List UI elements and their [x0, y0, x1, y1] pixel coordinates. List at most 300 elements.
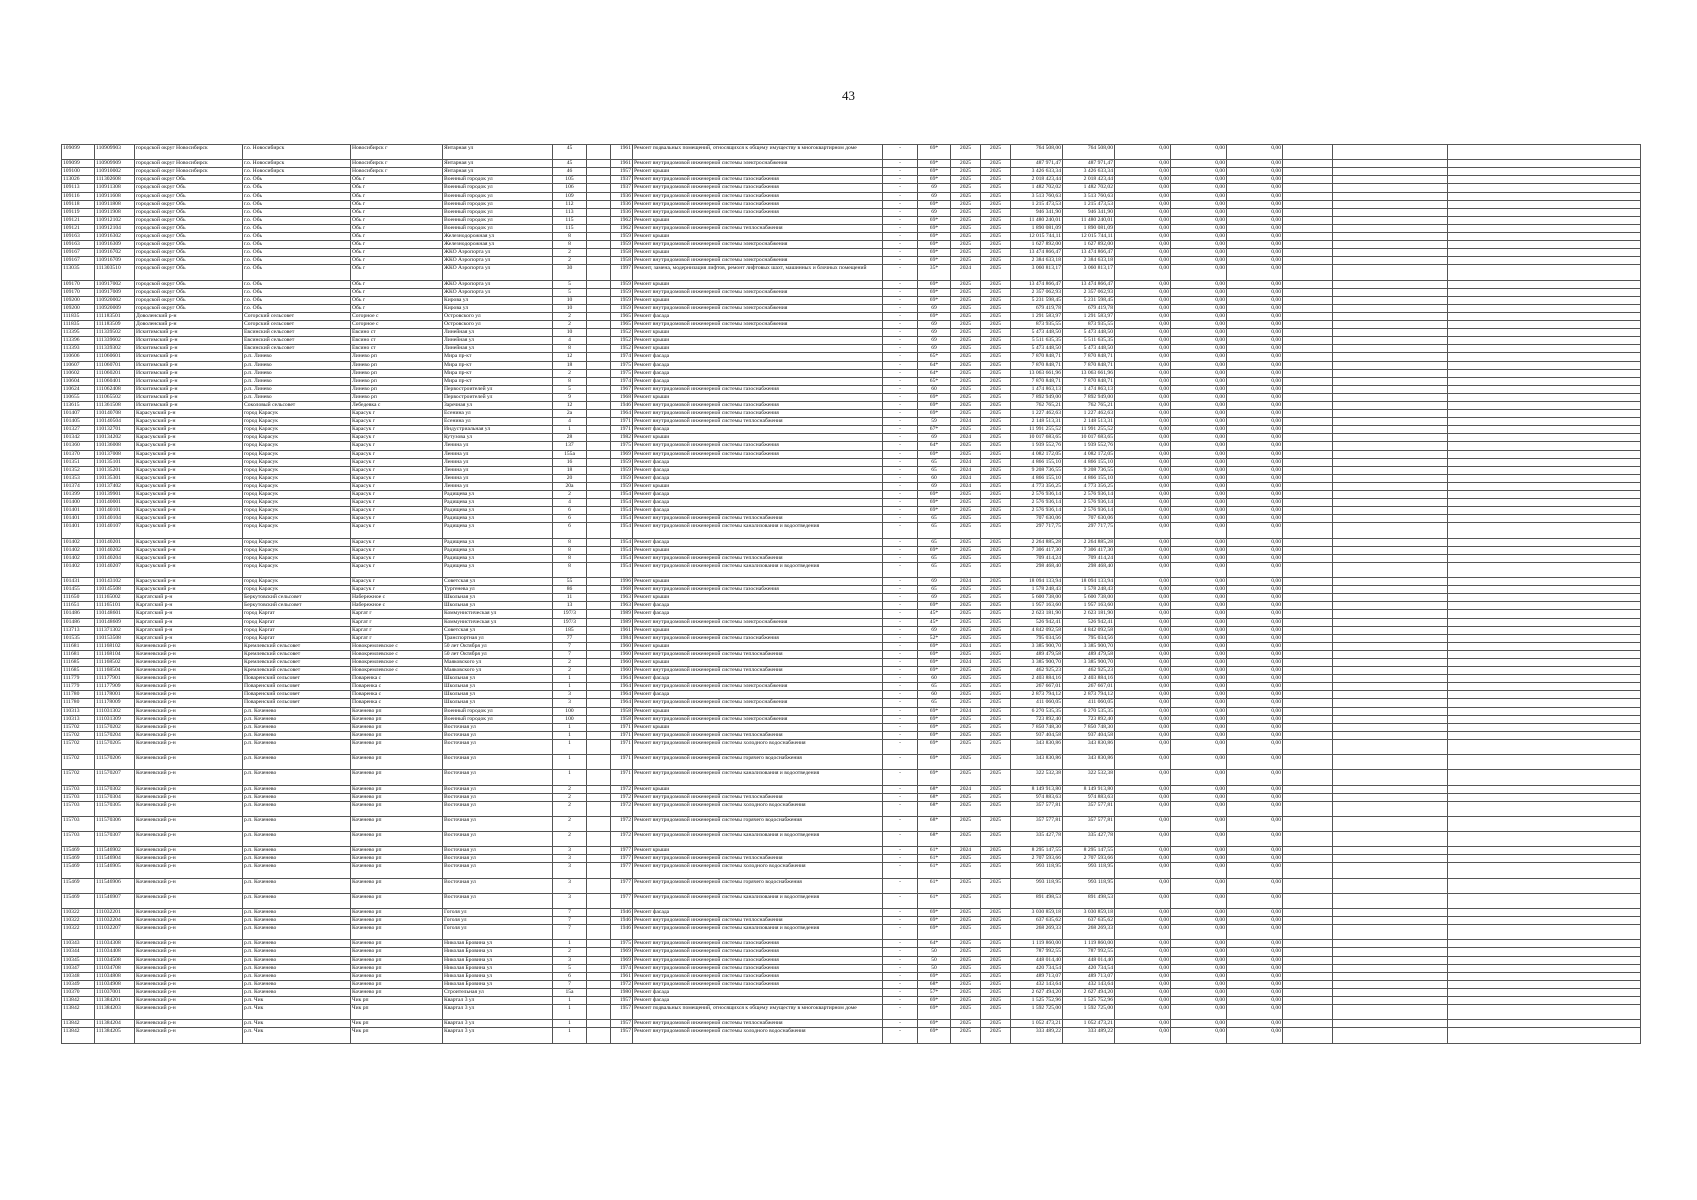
cell-house-id: 101352 — [62, 466, 95, 474]
cell-municipality: Карасукский р-н — [135, 466, 243, 474]
cell-locality: Карасук г — [351, 474, 443, 482]
cell-year-end: 2025 — [981, 634, 1011, 642]
cell-wall-material: - — [883, 523, 918, 538]
cell-street: Линейная ул — [443, 345, 553, 353]
cell-cost-fund: 298 468,40 — [1063, 562, 1115, 577]
cell-extra-1 — [1283, 1005, 1333, 1020]
cell-extra-2 — [1333, 893, 1448, 908]
cell-settlement-type: р.п. Коченево — [243, 878, 351, 893]
cell-cost-budget: 0,00 — [1115, 578, 1171, 586]
cell-house-number: 1 — [553, 731, 587, 739]
cell-total-cost: 5 231 598,45 — [1011, 296, 1063, 304]
cell-extra-3 — [1448, 659, 1641, 667]
cell-year-start: 2025 — [951, 200, 981, 208]
cell-work-id: 111570207 — [95, 770, 135, 785]
cell-extra-1 — [1283, 546, 1333, 554]
cell-year-start: 2024 — [951, 578, 981, 586]
cell-wall-material: - — [883, 562, 918, 577]
cell-settlement-type: город Карасук — [243, 434, 351, 442]
cell-cost-local: 0,00 — [1171, 562, 1227, 577]
cell-cost-owners: 0,00 — [1227, 418, 1283, 426]
cell-house-number: 2 — [553, 948, 587, 956]
cell-house-number: 197/3 — [553, 610, 587, 618]
cell-municipality: Искитимский р-н — [135, 329, 243, 337]
cell-locality: Коченево рп — [351, 972, 443, 980]
cell-house-number: 8 — [553, 554, 587, 562]
cell-work-id: 110140202 — [95, 546, 135, 554]
cell-municipality: Карасукский р-н — [135, 507, 243, 515]
cell-total-cost: 357 577,81 — [1011, 801, 1063, 816]
cell-extra-1 — [1283, 554, 1333, 562]
cell-cost-budget: 0,00 — [1115, 546, 1171, 554]
cell-total-cost: 3 385 900,70 — [1011, 659, 1063, 667]
cell-building — [587, 785, 611, 793]
cell-extra-3 — [1448, 515, 1641, 523]
cell-cost-owners: 0,00 — [1227, 878, 1283, 893]
table-row — [62, 442, 1641, 450]
cell-year-built: 1975 — [611, 442, 633, 450]
cell-building — [587, 265, 611, 280]
cell-municipality: Коченевский р-н — [135, 940, 243, 948]
cell-extra-1 — [1283, 434, 1333, 442]
cell-year-end: 2025 — [981, 801, 1011, 816]
cell-municipality: Карасукский р-н — [135, 523, 243, 538]
cell-wear-percent: 69 — [918, 329, 951, 337]
cell-house-number: 106 — [553, 184, 587, 192]
cell-house-number: 28 — [553, 434, 587, 442]
cell-cost-budget: 0,00 — [1115, 1028, 1171, 1043]
cell-year-end: 2025 — [981, 523, 1011, 538]
table-row — [62, 770, 1641, 785]
cell-wear-percent: 67* — [918, 426, 951, 434]
cell-cost-fund: 297 717,75 — [1063, 523, 1115, 538]
cell-municipality: Коченевский р-н — [135, 972, 243, 980]
cell-work-type: Ремонт фасада — [633, 909, 883, 917]
cell-cost-fund: 707 630,06 — [1063, 515, 1115, 523]
cell-year-built: 1975 — [611, 940, 633, 948]
cell-year-built: 1984 — [611, 634, 633, 642]
cell-cost-fund: 4 842 092,58 — [1063, 626, 1115, 634]
cell-house-id: 109113 — [62, 184, 95, 192]
cell-settlement-type: р.п. Коченево — [243, 832, 351, 847]
cell-cost-local: 0,00 — [1171, 956, 1227, 964]
cell-work-id: 111034808 — [95, 972, 135, 980]
cell-street: ЖКО Аэропорта ул — [443, 265, 553, 280]
cell-cost-budget: 0,00 — [1115, 618, 1171, 626]
cell-wear-percent: 64* — [918, 369, 951, 377]
cell-wall-material: - — [883, 265, 918, 280]
cell-cost-fund: 6 270 535,35 — [1063, 707, 1115, 715]
cell-house-number: 1 — [553, 1020, 587, 1028]
cell-house-number: 1 — [553, 997, 587, 1005]
cell-cost-budget: 0,00 — [1115, 523, 1171, 538]
cell-cost-fund: 4 866 155,10 — [1063, 474, 1115, 482]
cell-year-built: 1972 — [611, 801, 633, 816]
table-row — [62, 586, 1641, 594]
cell-cost-owners: 0,00 — [1227, 770, 1283, 785]
cell-wear-percent: 64* — [918, 361, 951, 369]
cell-year-end: 2025 — [981, 715, 1011, 723]
cell-cost-budget: 0,00 — [1115, 878, 1171, 893]
cell-settlement-type: р.п. Коченево — [243, 925, 351, 940]
cell-total-cost: 1 525 752,96 — [1011, 997, 1063, 1005]
cell-year-start: 2025 — [951, 925, 981, 940]
cell-total-cost: 891 498,53 — [1011, 893, 1063, 908]
cell-building — [587, 410, 611, 418]
cell-total-cost: 3 426 633,34 — [1011, 168, 1063, 176]
cell-building — [587, 523, 611, 538]
cell-house-number: 1 — [553, 723, 587, 731]
cell-locality: Коченево рп — [351, 964, 443, 972]
cell-house-id: 109116 — [62, 192, 95, 200]
cell-year-built: 1968 — [611, 393, 633, 401]
cell-extra-3 — [1448, 1020, 1641, 1028]
cell-house-number: 4 — [553, 418, 587, 426]
cell-cost-local: 0,00 — [1171, 626, 1227, 634]
cell-total-cost: 1 482 702,02 — [1011, 184, 1063, 192]
cell-house-id: 115703 — [62, 801, 95, 816]
table-row — [62, 329, 1641, 337]
cell-street: Ленина ул — [443, 466, 553, 474]
cell-year-end: 2025 — [981, 288, 1011, 296]
cell-extra-3 — [1448, 288, 1641, 296]
cell-municipality: Коченевский р-н — [135, 1028, 243, 1043]
cell-wear-percent: 69* — [918, 410, 951, 418]
cell-extra-1 — [1283, 832, 1333, 847]
cell-locality: Карасук г — [351, 515, 443, 523]
cell-extra-2 — [1333, 321, 1448, 329]
cell-work-id: 110140101 — [95, 507, 135, 515]
cell-year-start: 2025 — [951, 329, 981, 337]
cell-municipality: Карасукский р-н — [135, 434, 243, 442]
cell-extra-1 — [1283, 699, 1333, 707]
cell-house-id: 111685 — [62, 667, 95, 675]
cell-year-built: 1959 — [611, 474, 633, 482]
cell-cost-owners: 0,00 — [1227, 184, 1283, 192]
cell-house-number: 45 — [553, 160, 587, 168]
cell-year-end: 2025 — [981, 184, 1011, 192]
cell-house-id: 115702 — [62, 731, 95, 739]
cell-year-start: 2025 — [951, 257, 981, 265]
cell-extra-3 — [1448, 168, 1641, 176]
cell-year-end: 2025 — [981, 474, 1011, 482]
cell-extra-3 — [1448, 450, 1641, 458]
cell-house-number: 2 — [553, 369, 587, 377]
cell-building — [587, 863, 611, 878]
table-row — [62, 233, 1641, 241]
cell-cost-owners: 0,00 — [1227, 554, 1283, 562]
cell-house-number: 4 — [553, 337, 587, 345]
cell-year-built: 1954 — [611, 515, 633, 523]
cell-work-type: Ремонт внутридомовой инженерной системы электроснабжения — [633, 160, 883, 168]
cell-cost-local: 0,00 — [1171, 450, 1227, 458]
cell-cost-budget: 0,00 — [1115, 402, 1171, 410]
cell-cost-fund: 420 734,54 — [1063, 964, 1115, 972]
cell-year-built: 1968 — [611, 586, 633, 594]
cell-cost-local: 0,00 — [1171, 594, 1227, 602]
cell-cost-fund: 432 143,64 — [1063, 980, 1115, 988]
cell-total-cost: 1 119 860,00 — [1011, 940, 1063, 948]
cell-extra-3 — [1448, 426, 1641, 434]
cell-work-type: Ремонт внутридомовой инженерной системы электроснабжения — [633, 304, 883, 312]
cell-year-end: 2025 — [981, 361, 1011, 369]
cell-year-end: 2025 — [981, 393, 1011, 401]
cell-building — [587, 832, 611, 847]
cell-wall-material: - — [883, 948, 918, 956]
cell-street: Первостроителей ул — [443, 393, 553, 401]
cell-cost-local: 0,00 — [1171, 770, 1227, 785]
cell-street: Николая Бровина ул — [443, 956, 553, 964]
cell-year-built: 1954 — [611, 491, 633, 499]
cell-cost-fund: 2 576 936,14 — [1063, 507, 1115, 515]
cell-extra-2 — [1333, 707, 1448, 715]
cell-house-number: 2 — [553, 785, 587, 793]
cell-extra-3 — [1448, 296, 1641, 304]
cell-cost-owners: 0,00 — [1227, 847, 1283, 855]
cell-locality: Обь г — [351, 257, 443, 265]
cell-house-number: 137 — [553, 442, 587, 450]
cell-cost-owners: 0,00 — [1227, 312, 1283, 320]
cell-cost-budget: 0,00 — [1115, 491, 1171, 499]
cell-cost-fund: 9 208 736,55 — [1063, 466, 1115, 474]
table-row — [62, 683, 1641, 691]
cell-work-id: 110135101 — [95, 458, 135, 466]
cell-street: Железнодорожная ул — [443, 241, 553, 249]
cell-work-type: Ремонт внутридомовой инженерной системы газоснабжения — [633, 385, 883, 393]
cell-settlement-type: р.п. Коченево — [243, 972, 351, 980]
table-row — [62, 940, 1641, 948]
cell-locality: Коченево рп — [351, 878, 443, 893]
cell-building — [587, 1005, 611, 1020]
cell-wear-percent: 68* — [918, 793, 951, 801]
cell-locality: Линево рп — [351, 393, 443, 401]
cell-cost-budget: 0,00 — [1115, 602, 1171, 610]
cell-cost-budget: 0,00 — [1115, 801, 1171, 816]
cell-wall-material: - — [883, 972, 918, 980]
cell-wall-material: - — [883, 602, 918, 610]
cell-street: Восточная ул — [443, 785, 553, 793]
table-row — [62, 345, 1641, 353]
cell-house-id: 111780 — [62, 691, 95, 699]
cell-locality: Новокремлевское с — [351, 642, 443, 650]
cell-street: Коммунистическая ул — [443, 610, 553, 618]
cell-wear-percent: 69* — [918, 450, 951, 458]
cell-extra-2 — [1333, 855, 1448, 863]
cell-year-end: 2025 — [981, 1028, 1011, 1043]
table-row — [62, 499, 1641, 507]
cell-house-number: 8 — [553, 241, 587, 249]
cell-wall-material: - — [883, 200, 918, 208]
cell-cost-fund: 343 830,86 — [1063, 755, 1115, 770]
cell-total-cost: 3 385 900,70 — [1011, 642, 1063, 650]
cell-extra-1 — [1283, 208, 1333, 216]
cell-locality: Коченево рп — [351, 925, 443, 940]
cell-cost-budget: 0,00 — [1115, 940, 1171, 948]
cell-cost-budget: 0,00 — [1115, 321, 1171, 329]
cell-year-end: 2025 — [981, 233, 1011, 241]
cell-cost-local: 0,00 — [1171, 176, 1227, 184]
cell-extra-2 — [1333, 832, 1448, 847]
cell-year-built: 1971 — [611, 755, 633, 770]
cell-cost-fund: 462 925,23 — [1063, 667, 1115, 675]
cell-year-built: 1963 — [611, 594, 633, 602]
cell-year-start: 2025 — [951, 956, 981, 964]
cell-street: Мира пр-кт — [443, 377, 553, 385]
cell-year-end: 2025 — [981, 442, 1011, 450]
cell-wear-percent: 65 — [918, 683, 951, 691]
cell-cost-local: 0,00 — [1171, 402, 1227, 410]
cell-cost-local: 0,00 — [1171, 793, 1227, 801]
cell-settlement-type: г.о. Обь — [243, 216, 351, 224]
cell-cost-fund: 8 149 913,80 — [1063, 785, 1115, 793]
cell-house-id: 109119 — [62, 208, 95, 216]
cell-year-built: 1964 — [611, 691, 633, 699]
cell-wall-material: - — [883, 980, 918, 988]
cell-wear-percent: 69* — [918, 296, 951, 304]
cell-work-type: Ремонт внутридомовой инженерной системы канализования и водоотведения — [633, 770, 883, 785]
cell-building — [587, 546, 611, 554]
cell-house-id: 110349 — [62, 980, 95, 988]
cell-street: Восточная ул — [443, 755, 553, 770]
cell-cost-owners: 0,00 — [1227, 610, 1283, 618]
cell-cost-budget: 0,00 — [1115, 659, 1171, 667]
cell-municipality: городской округ Обь — [135, 288, 243, 296]
cell-year-start: 2024 — [951, 474, 981, 482]
cell-extra-1 — [1283, 385, 1333, 393]
cell-locality: Коченево рп — [351, 940, 443, 948]
cell-year-built: 1959 — [611, 280, 633, 288]
cell-year-start: 2025 — [951, 249, 981, 257]
cell-house-number: 15а — [553, 988, 587, 996]
cell-extra-1 — [1283, 683, 1333, 691]
cell-locality: Каргат г — [351, 610, 443, 618]
cell-cost-local: 0,00 — [1171, 418, 1227, 426]
cell-cost-fund: 709 414,24 — [1063, 554, 1115, 562]
cell-cost-fund: 2 707 593,66 — [1063, 855, 1115, 863]
cell-cost-owners: 0,00 — [1227, 176, 1283, 184]
cell-cost-local: 0,00 — [1171, 739, 1227, 754]
cell-building — [587, 168, 611, 176]
cell-year-start: 2025 — [951, 546, 981, 554]
cell-street: Кирова ул — [443, 304, 553, 312]
cell-total-cost: 13 474 866,47 — [1011, 249, 1063, 257]
cell-year-end: 2025 — [981, 642, 1011, 650]
cell-year-end: 2025 — [981, 964, 1011, 972]
cell-cost-budget: 0,00 — [1115, 675, 1171, 683]
cell-extra-2 — [1333, 1020, 1448, 1028]
cell-cost-fund: 2 576 936,14 — [1063, 499, 1115, 507]
cell-year-end: 2025 — [981, 723, 1011, 731]
table-row — [62, 667, 1641, 675]
cell-work-id: 111570304 — [95, 793, 135, 801]
cell-locality: Карасук г — [351, 491, 443, 499]
cell-settlement-type: Поваренский сельсовет — [243, 691, 351, 699]
cell-work-type: Ремонт фасада — [633, 458, 883, 466]
cell-house-id: 110322 — [62, 909, 95, 917]
cell-extra-1 — [1283, 296, 1333, 304]
cell-year-end: 2025 — [981, 385, 1011, 393]
cell-extra-3 — [1448, 602, 1641, 610]
cell-wear-percent: 61* — [918, 855, 951, 863]
cell-municipality: Коченевский р-н — [135, 650, 243, 658]
cell-settlement-type: город Карасук — [243, 538, 351, 546]
cell-work-id: 111570205 — [95, 739, 135, 754]
table-row — [62, 515, 1641, 523]
cell-year-start: 2025 — [951, 216, 981, 224]
cell-cost-owners: 0,00 — [1227, 562, 1283, 577]
cell-settlement-type: г.о. Обь — [243, 280, 351, 288]
page-number: 43 — [842, 88, 855, 103]
cell-cost-budget: 0,00 — [1115, 948, 1171, 956]
cell-extra-1 — [1283, 353, 1333, 361]
cell-cost-budget: 0,00 — [1115, 739, 1171, 754]
cell-wall-material: - — [883, 241, 918, 249]
cell-year-start: 2025 — [951, 538, 981, 546]
cell-locality: Чик рп — [351, 997, 443, 1005]
cell-year-start: 2025 — [951, 988, 981, 996]
cell-cost-local: 0,00 — [1171, 377, 1227, 385]
cell-building — [587, 312, 611, 320]
cell-house-id: 115703 — [62, 816, 95, 831]
cell-street: Квартал 3 ул — [443, 1005, 553, 1020]
cell-house-number: 5 — [553, 385, 587, 393]
cell-building — [587, 659, 611, 667]
cell-cost-local: 0,00 — [1171, 241, 1227, 249]
cell-cost-budget: 0,00 — [1115, 964, 1171, 972]
cell-year-start: 2025 — [951, 650, 981, 658]
cell-extra-3 — [1448, 1005, 1641, 1020]
cell-wear-percent: 69* — [918, 257, 951, 265]
cell-building — [587, 345, 611, 353]
cell-wall-material: - — [883, 321, 918, 329]
cell-work-type: Ремонт внутридомовой инженерной системы теплоснабжения — [633, 855, 883, 863]
cell-total-cost: 297 717,75 — [1011, 523, 1063, 538]
cell-cost-budget: 0,00 — [1115, 909, 1171, 917]
cell-work-type: Ремонт внутридомовой инженерной системы газоснабжения — [633, 200, 883, 208]
cell-cost-fund: 787 992,55 — [1063, 948, 1115, 956]
cell-year-start: 2025 — [951, 321, 981, 329]
table-row — [62, 208, 1641, 216]
cell-street: Коммунистическая ул — [443, 618, 553, 626]
cell-work-type: Ремонт внутридомовой инженерной системы газоснабжения — [633, 586, 883, 594]
cell-cost-owners: 0,00 — [1227, 731, 1283, 739]
cell-cost-budget: 0,00 — [1115, 345, 1171, 353]
cell-cost-owners: 0,00 — [1227, 377, 1283, 385]
cell-work-id: 111570307 — [95, 832, 135, 847]
cell-wear-percent: 69* — [918, 288, 951, 296]
cell-extra-3 — [1448, 442, 1641, 450]
cell-wall-material: - — [883, 715, 918, 723]
cell-cost-owners: 0,00 — [1227, 699, 1283, 707]
table-row — [62, 948, 1641, 956]
cell-building — [587, 241, 611, 249]
cell-locality: Карасук г — [351, 450, 443, 458]
cell-cost-local: 0,00 — [1171, 442, 1227, 450]
cell-house-id: 115702 — [62, 770, 95, 785]
cell-year-start: 2024 — [951, 847, 981, 855]
cell-wall-material: - — [883, 878, 918, 893]
cell-street: Ленина ул — [443, 442, 553, 450]
cell-house-id: 111685 — [62, 659, 95, 667]
cell-extra-1 — [1283, 257, 1333, 265]
cell-year-start: 2025 — [951, 878, 981, 893]
cell-year-start: 2025 — [951, 160, 981, 168]
cell-cost-fund: 11 480 240,01 — [1063, 216, 1115, 224]
cell-cost-budget: 0,00 — [1115, 280, 1171, 288]
cell-total-cost: 489 713,07 — [1011, 972, 1063, 980]
cell-work-id: 111165002 — [95, 594, 135, 602]
cell-street: Маяковского ул — [443, 667, 553, 675]
